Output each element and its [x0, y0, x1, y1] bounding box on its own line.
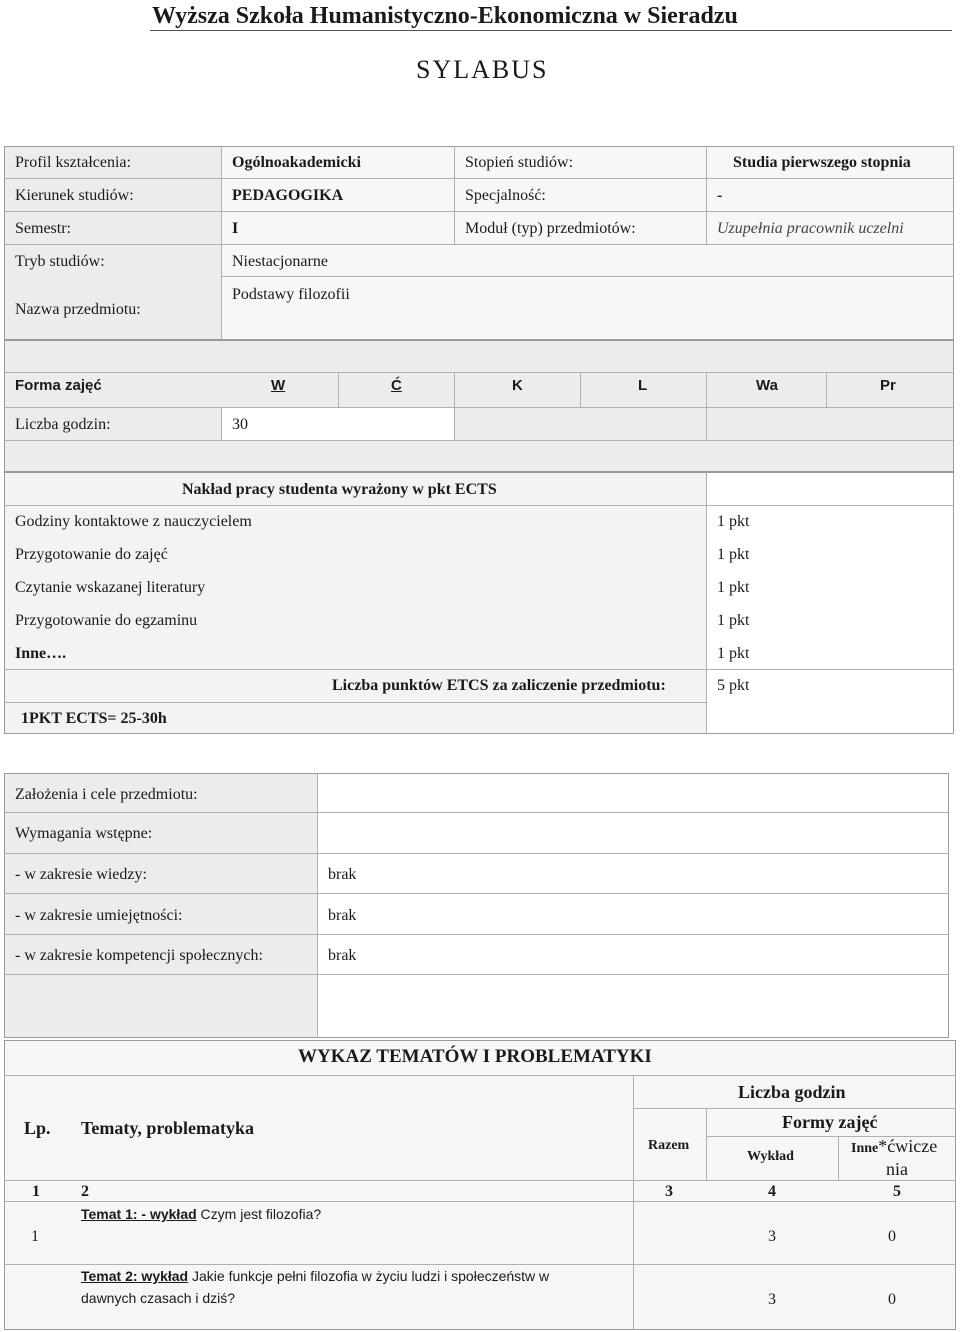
ects-title: Nakład pracy studenta wyrażony w pkt ECTS — [182, 481, 497, 498]
kompetencje-value: brak — [328, 947, 357, 964]
ects-total-label: Liczba punktów ETCS za zaliczenie przedmiotu: — [332, 677, 666, 694]
wyklad-header: Wykład — [747, 1149, 794, 1164]
modul-value: Uzupełnia pracownik uczelni — [717, 220, 904, 237]
nazwa-label: Nazwa przedmiotu: — [15, 301, 141, 318]
inne-header-cont: nia — [886, 1159, 908, 1179]
ects-row-label-3: Czytanie wskazanej literatury — [15, 579, 206, 596]
profil-label: Profil kształcenia: — [15, 154, 131, 171]
topic-1-wyklad: 3 — [768, 1228, 776, 1245]
topics-title: WYKAZ TEMATÓW I PROBLEMATYKI — [298, 1046, 652, 1067]
semestr-value: I — [232, 220, 239, 237]
wiedza-label: - w zakresie wiedzy: — [15, 866, 147, 883]
ects-row-label-1: Godziny kontaktowe z nauczycielem — [15, 513, 252, 530]
ects-row-value-1: 1 pkt — [717, 513, 750, 530]
profil-value: Ogólnoakademicki — [232, 154, 361, 171]
ects-note: 1PKT ECTS= 25-30h — [21, 710, 167, 727]
topic-1-text: Temat 1: - wykład Czym jest filozofia? — [81, 1206, 322, 1222]
topic-2-text-cont: dawnych czasach i dziś? — [81, 1290, 236, 1306]
forma-w: W — [271, 377, 286, 394]
ects-row-label-4: Przygotowanie do egzaminu — [15, 612, 198, 629]
cele-label: Założenia i cele przedmiotu: — [15, 786, 198, 803]
forma-pr: Pr — [880, 377, 896, 394]
liczba-godzin-label: Liczba godzin: — [15, 416, 111, 433]
ects-row-value-2: 1 pkt — [717, 546, 750, 563]
tryb-value: Niestacjonarne — [232, 253, 328, 270]
kierunek-value: PEDAGOGIKA — [232, 187, 344, 204]
topic-2-wyklad: 3 — [768, 1291, 776, 1308]
col-number-2: 2 — [81, 1183, 89, 1200]
document-title: SYLABUS — [416, 55, 549, 84]
topic-lp-1: 1 — [31, 1228, 39, 1245]
stopien-value: Studia pierwszego stopnia — [733, 154, 911, 171]
ects-total-value: 5 pkt — [717, 677, 750, 694]
topic-2-inne: 0 — [888, 1291, 896, 1308]
specjalnosc-label: Specjalność: — [465, 187, 546, 204]
school-name: Wyższa Szkoła Humanistyczno-Ekonomiczna w Sieradzu — [152, 3, 738, 29]
forma-wa: Wa — [756, 377, 778, 394]
forma-k: K — [512, 377, 523, 394]
semestr-label: Semestr: — [15, 220, 71, 237]
ects-row-label-5: Inne…. — [15, 645, 67, 662]
ects-row-value-3: 1 pkt — [717, 579, 750, 596]
wiedza-value: brak — [328, 866, 357, 883]
topic-1-inne: 0 — [888, 1228, 896, 1245]
modul-label: Moduł (typ) przedmiotów: — [465, 220, 636, 237]
tryb-label: Tryb studiów: — [15, 253, 105, 270]
col-number-1: 1 — [32, 1183, 40, 1200]
forma-zajec-label: Forma zajęć — [15, 377, 102, 394]
umiejetnosci-value: brak — [328, 907, 357, 924]
forma-l: L — [638, 377, 648, 394]
umiejetnosci-label: - w zakresie umiejętności: — [15, 907, 183, 924]
ects-row-value-5: 1 pkt — [717, 645, 750, 662]
header-rule — [150, 30, 952, 31]
stopien-label: Stopień studiów: — [465, 154, 574, 171]
kompetencje-label: - w zakresie kompetencji społecznych: — [15, 947, 263, 964]
specjalnosc-value: - — [717, 187, 723, 204]
col-number-3: 3 — [665, 1183, 673, 1200]
kierunek-label: Kierunek studiów: — [15, 187, 134, 204]
lp-header: Lp. — [24, 1118, 51, 1138]
liczba-godzin-value: 30 — [232, 416, 248, 433]
wymagania-label: Wymagania wstępne: — [15, 825, 153, 842]
ects-row-label-2: Przygotowanie do zajęć — [15, 546, 168, 563]
inne-header: Inne*ćwicze — [851, 1136, 938, 1156]
forma-c: Ć — [391, 377, 402, 394]
ects-row-value-4: 1 pkt — [717, 612, 750, 629]
col-number-5: 5 — [893, 1183, 901, 1200]
liczba-godzin-header: Liczba godzin — [738, 1082, 846, 1102]
nazwa-value: Podstawy filozofii — [232, 286, 350, 303]
tematy-header: Tematy, problematyka — [81, 1118, 255, 1138]
col-number-4: 4 — [768, 1183, 776, 1200]
formy-zajec-header: Formy zajęć — [782, 1112, 878, 1132]
topic-2-text: Temat 2: wykład Jakie funkcje pełni filozofia w życiu ludzi i społeczeństw w — [81, 1268, 550, 1284]
razem-header: Razem — [648, 1138, 690, 1153]
